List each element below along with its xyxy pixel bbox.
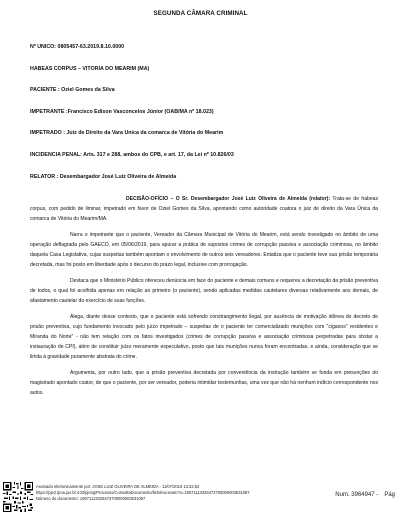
signature-url[interactable]: https://pje2.tjma.jus.br:443/pje2g/Processo/ConsultaDocumento/listView.seam?x=19071113325473700000003531097 [36, 490, 250, 495]
case-number: Nº ÚNICO: 0805457-63.2019.8.10.0000 [30, 44, 125, 50]
impetrado-line: IMPETRADO : Juiz de Direito da Vara Única da comarca de Vitória do Mearim [30, 130, 224, 136]
document-number: Número do documento: 19071113325473700000003531097 [36, 496, 146, 501]
relator-line: RELATOR : Desembargador José Luiz Oliveira de Almeida [30, 174, 177, 180]
page-title: SEGUNDA CÂMARA CRIMINAL [153, 10, 248, 17]
decision-heading-paragraph [30, 194, 378, 224]
decision-paragraph-1: Trata-se de habeas corpus, com pedido de liminar, impetrado em favor de Oziel Gomes da Silva, apontando como autoridade coatora o juiz de direito da Vara Única da comarca de Vitória do Mearim/MA. [30, 196, 378, 222]
signature-block [36, 484, 250, 502]
decision-heading: DECISÃO-OFÍCIO – O Sr. Desembargador José Luiz Oliveira de Almeida (relator): [126, 196, 331, 202]
page-number [335, 492, 395, 498]
paciente-line: PACIENTE : Oziel Gomes da Silva [30, 87, 115, 93]
num-label: Num. 3964947 - [335, 492, 379, 498]
decision-paragraph-5: Argumenta, por outro lado, que a prisão preventiva decretada por conveniência da instrução também se funda em presunções do magistrado apontado coator, de que o paciente, por ser vereador, poderia intimidar testemunhas, uma vez que não há nenhum indício correspondente nos autos. [30, 370, 378, 396]
decision-paragraph-2: Narra o impetrante que o paciente, Vereador da Câmara Municipal de Vitória do Mearim, está sendo investigado no âmbito de uma operação deflagrada pelo GAECO, em 05/06/2019, para apurar a prática de supostos crimes de corrupção passiva e associação criminosa, no âmbito daquela Casa Legislativa, cujas suspeitas também apontam o envolvimento de outros seis vereadores. Entatiza que o paciente teve sua prisão temporária decretada, mas foi posto em liberdade após o decurso do prazo legal, inclusive com prorrogação. [30, 232, 378, 268]
habeas-corpus-line: HABEAS CORPUS – VITÓRIA DO MEARIM (MA) [30, 66, 150, 72]
decision-paragraph-3: Destaca que o Ministério Público ofereceu denúncia em face do paciente e demais comuns e requereu a decretação da prisão preventiva de todos, o qual foi acolhida apenas em relação ao primeiro (o paciente), sendo aplicadas medidas cautelares diversas relativamente aos demais, de afastamento cautelar do exercício de suas funções. [30, 278, 378, 304]
decision-paragraph-4: Alega, diante desse contexto, que o paciente está sofrendo constrangimento ilegal, por ausência de motivação idônea do decreto de prisão preventiva, cujo fundamento invocado pelo juízo impetrado – suspeitas de o paciente ter comercializado munições com "ciganos" residentes e Miranda do Norte" - não tem relação com os fatos investigados (crimes de corrupção passiva e associação criminosa perpetradas para obstar a instauração de CPI), além de constituir juízo meramente especulativo, posto que tais munições nunca foram encontradas, e ainda, consideração que se limita à gravidade puramente abstrata do crime. [30, 314, 378, 360]
signature-line: Assinado eletronicamente por: JOSE LUIZ OLIVEIRA DE ALMEIDA - 11/07/2019 13:32:54 [36, 484, 200, 489]
incidencia-line: INCIDÊNCIA PENAL: Arts. 317 e 288, ambos do CPB, e art. 17, da Lei nº 10.826/03 [30, 152, 234, 158]
impetrante-line: IMPETRANTE :Francisco Edison Vasconcelos Júnior (OAB/MA nº 18.023) [30, 109, 214, 115]
decision-body [30, 194, 378, 404]
pag-label: Pág [384, 492, 395, 498]
qr-code-icon [3, 482, 33, 512]
signature-footer [0, 478, 401, 517]
